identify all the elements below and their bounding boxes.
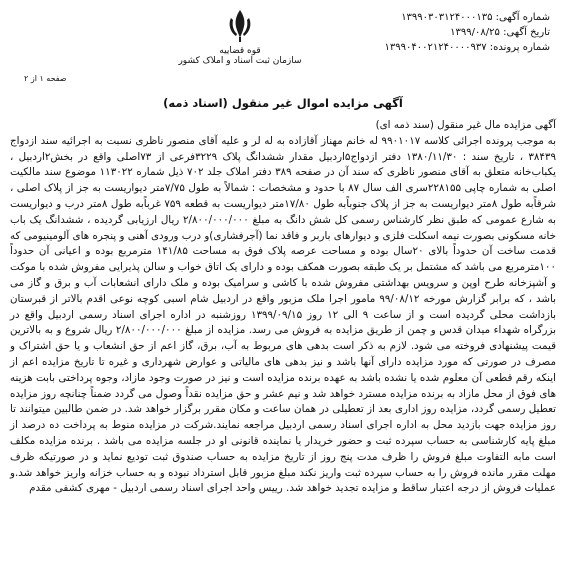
notice-body	[10, 118, 556, 497]
iran-emblem-icon	[225, 8, 255, 44]
notice-number: شماره آگهی: ۱۳۹۹۰۳۰۳۱۲۴۰۰۰۱۳۵	[401, 12, 550, 23]
org-line-1: قوه قضاییه	[219, 46, 261, 56]
page-number: صفحه ۱ از ۲	[24, 74, 67, 83]
notice-body-text: به موجب پرونده اجرائی کلاسه ۹۹۰۱۰۱۷ له خانم مهناز آقازاده به له لر و علیه آقای منصور ناظری نسبت به اجرائیه سند ازدواج ۳۸۴۳۹ ، تاریخ سند : ۱۳۸۰/۱۱/۳۰ دفتر ازدواج۵اردبیل مقدار ششدانگ پلاک ۳۲۲۹فرعی از ۷۳اصلی واقع در بخش۲اردبیل ، یکباب‌خانه متعلق به آقای منصور ناظری که سند آن در صفحه ۳۸۹ دفتر املاک جلد ۷۰۲ ذیل شماره ۱۱۳۰۲۲ موضوع سند مالکیت اصلی به شماره چاپی ۲۲۸۱۵۵سری الف سال ۸۷ با حدود و مشخصات : شمالاً به طول ۷/۷۵متر دیواریست به جز از پلاک اصلی ، شرقاًبه طول ۸متر دیواریست به جز از پلاک جنوباًبه طول ۱۷/۸۰متر دیواریست به قطعه ۷۵۹ غرباًبه طول ۸متر درب و دیواریست به شارع عمومی که طبق نظر کارشناس رسمی کل شش دانگ به مبلغ ۲/۸۰۰/۰۰۰/۰۰۰ ریال ارزیابی گردیده ، ششدانگ یک باب خانه مسکونی بصورت نیمه اسکلت فلزی و دیوارهای باربر و فاقد نما (آجرفشاری)و درب ورودی آهنی و پنجره های آلومینیومی که قدمت ساخت آن حدوداً بالای ۲۰سال بوده و مساحت عرصه پلاک فوق به مساحت ۱۴۱/۸۵ مترمربع بوده و اعیانی آن حدوداً ۱۰۰مترمربع می باشد که مشتمل بر یک طبقه بصورت همکف بوده و دارای یک اتاق خواب و سالن پذیرایی مفروش شده با موکت و آشپزخانه طرح اوپن و سرویس بهداشتی مفروش شده با کاشی و سرامیک بوده و ملک دارای انشعابات آب و برق و گاز می باشد ، که برابر گزارش مورخه ۹۹/۰۸/۱۲ مامور اجرا ملک مزبور واقع در اردبیل شام اسبی کوچه نوعی اقدم بالاتر از قبرستان بازداشت محلی گردیده است و از ساعت ۹ الی ۱۲ روز ۱۳۹۹/۰۹/۱۵ روزشنبه در اداره اجرای اسناد رسمی اردبیل واقع در بزرگراه شهداء میدان قدس و چمن از طریق مزایده به فروش می رسد. مزایده از مبلغ ۲/۸۰۰/۰۰۰/۰۰۰ ریال شروع و به بالاترین قیمت پیشنهادی فروخته می شود. لازم به ذکر است بدهی های مربوط به آب، برق، گاز اعم از حق انشعاب و یا حق اشتراک و مصرف در صورتی که مورد مزایده دارای آنها باشد و نیز بدهی های مالیاتی و عوارض شهرداری و غیره تا تاریخ مزایده اعم از اینکه رقم قطعی آن معلوم شده یا نشده باشد به عهده برنده مزایده است و نیز در صورت وجود مازاد، وجوه پرداختی بابت هزینه های فوق از محل مازاد به برنده مزایده مسترد خواهد شد و نیم عشر و حق مزایده نقداً وصول می گردد ضمناً چنانچه روز مزایده تعطیل رسمی گردد، مزایده روز اداری بعد از تعطیلی در همان ساعت و مکان مقرر برگزار خواهد شد. در ضمن طالبین میتوانند تا روز مزایده جهت بازدید محل به اداره اجرای اسناد رسمی اردبیل مراجعه نمایند.شرکت در مزایده منوط به پرداخت ده درصد از مبلغ پایه کارشناسی به حساب سپرده ثبت و حضور خریدار یا نماینده قانونی او در جلسه مزایده می باشد . برنده مزایده مکلف است مابه التفاوت مبلغ فروش را ظرف مدت پنج روز از تاریخ مزایده به حساب صندوق ثبت تودیع نماید و در صورتیکه ظرف مهلت مقرر مانده فروش را به حساب سپرده ثبت واریز نکند مبلغ مزبور قابل استرداد نبوده و به حساب خزانه واریز خواهد شد.و عملیات فروش از درجه اعتبار ساقط و مزایده تجدید خواهد شد. رییس واحد اجرای اسناد رسمی اردبیل - مهری کشفی مقدم	[10, 134, 557, 495]
case-number: شماره پرونده: ۱۳۹۹۰۴۰۰۲۱۲۴۰۰۰۰۹۳۷	[384, 42, 550, 53]
notice-intro: آگهی مزایده مال غیر منقول (سند ذمه ای)	[375, 119, 556, 131]
notice-date: تاریخ آگهی: ۱۳۹۹/۰۸/۲۵	[450, 27, 550, 38]
notice-title: آگهی مزایده اموال غیر منقول (اسناد ذمه)	[163, 96, 403, 110]
notice-meta	[385, 10, 550, 55]
header	[10, 6, 556, 98]
org-line-2: سازمان ثبت اسناد و املاک کشور	[178, 56, 302, 66]
organization-emblem	[160, 8, 320, 66]
